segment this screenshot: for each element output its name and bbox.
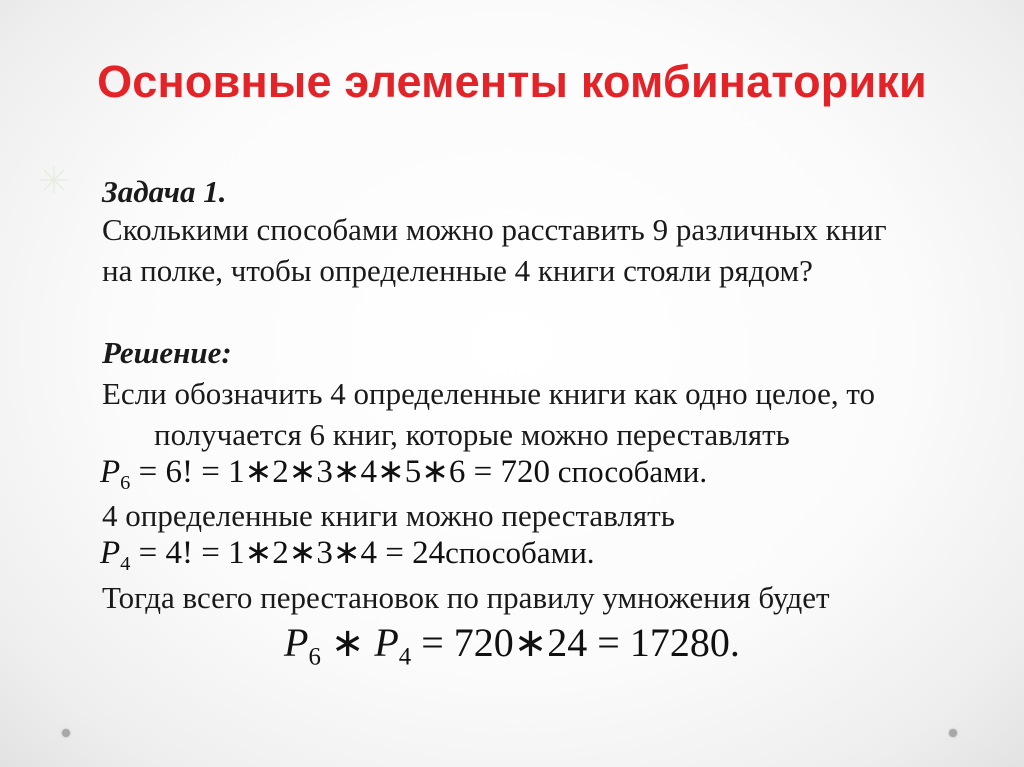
solution-heading: Решение: [102,335,232,370]
solution-text-line-3: 4 определенные книги можно переставлять [102,498,675,533]
formula-p6-expression: = 6! = 1∗2∗3∗4∗5∗6 = 720 [130,454,550,490]
formula-total-subscript-2: 4 [398,643,412,671]
formula-p4 [100,537,595,575]
solution-text-line-1: Если обозначить 4 определенные книги как одно целое, то [102,376,875,411]
slide-title: Основные элементы комбинаторики [97,56,927,107]
formula-total-expression: = 720∗24 = 17280. [411,620,740,665]
task-heading: Задача 1. [102,174,227,209]
formula-p6 [100,456,707,494]
formula-total-variable-1: P [284,620,309,665]
sparkle-decoration-icon [34,160,74,200]
formula-p4-unit: способами. [445,535,595,570]
formula-p6-unit: способами. [549,454,708,489]
formula-p6-variable: P [100,454,121,490]
formula-total [284,620,740,671]
solution-text-line-2: получается 6 книг, которые можно переставлять [154,417,790,452]
formula-p6-subscript: 6 [120,472,131,495]
formula-total-subscript-1: 6 [308,643,321,671]
formula-total-variable-2: P [374,620,399,665]
prev-slide-dot-icon[interactable] [62,729,70,737]
task-text-line-2: на полке, чтобы определенные 4 книги стояли рядом? [102,253,813,288]
formula-p4-expression: = 4! = 1∗2∗3∗4 = 24 [130,535,446,571]
next-slide-dot-icon[interactable] [949,729,957,737]
solution-text-line-4: Тогда всего перестановок по правилу умножения будет [102,580,830,615]
formula-total-multiply: ∗ [320,620,375,665]
formula-p4-subscript: 4 [120,553,131,576]
task-text-line-1: Сколькими способами можно расставить 9 различных книг [102,212,887,247]
formula-p4-variable: P [100,535,121,571]
